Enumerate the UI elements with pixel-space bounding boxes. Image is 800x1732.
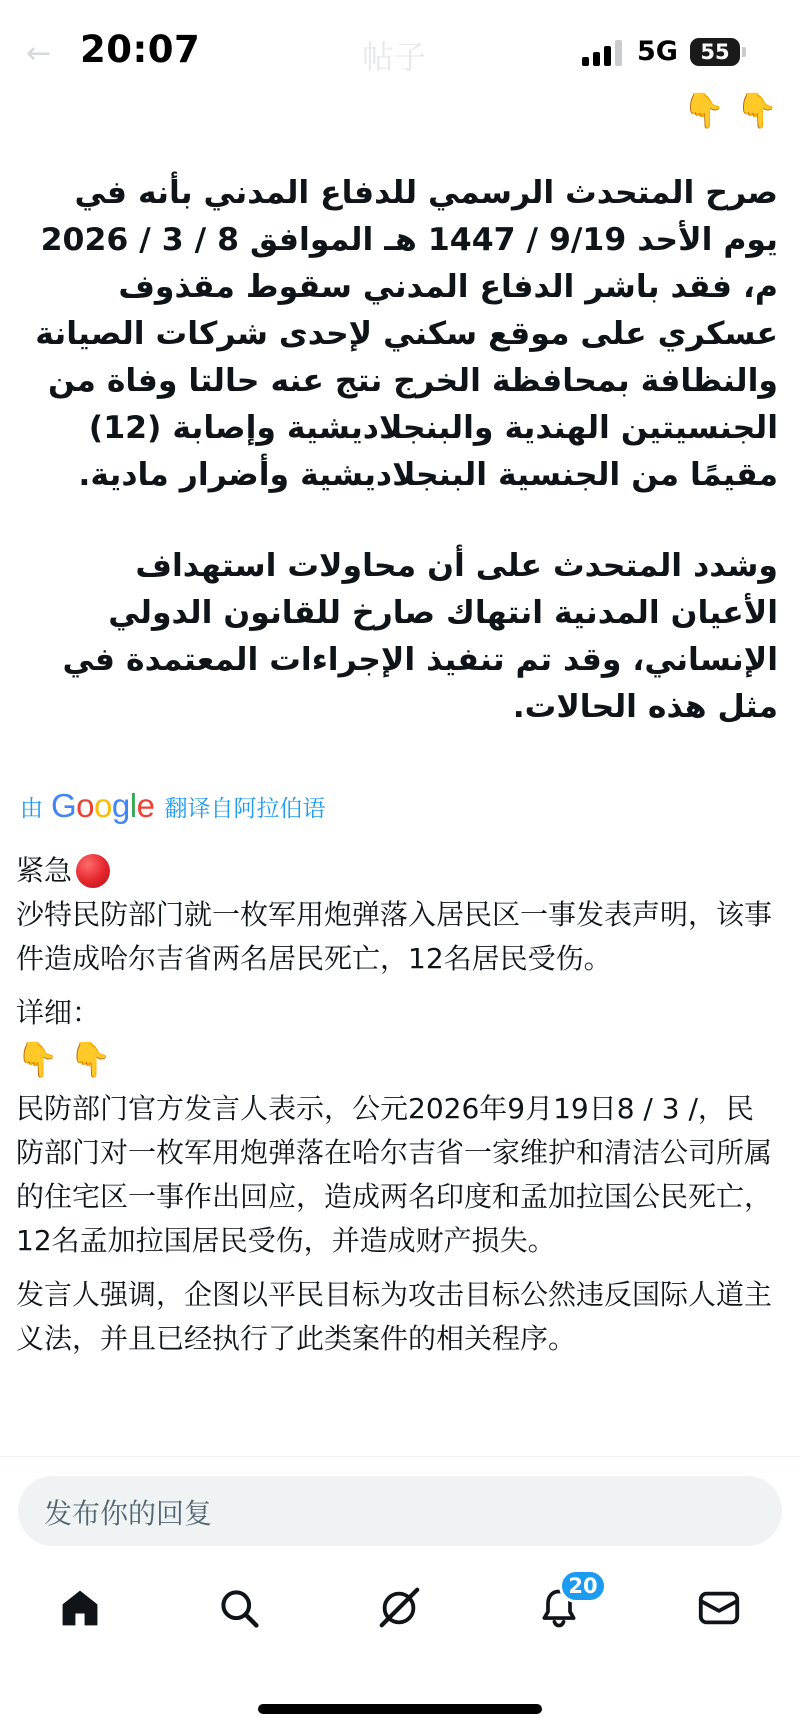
battery-tip: [742, 47, 746, 57]
messages-icon[interactable]: [689, 1578, 749, 1638]
status-bar: [0, 0, 800, 100]
arabic-text: [0, 170, 800, 731]
bottom-navigation: [0, 1570, 800, 1650]
pointing-down-emojis-cn: 👇 👇: [16, 1040, 112, 1080]
urgent-label: 紧急: [16, 854, 73, 887]
arabic-paragraph-2: وشدد المتحدث على أن محاولات استهداف الأعيان المدنية انتهاك صارخ للقانون الدولي الإنساني، وقد تم تنفيذ الإجراءات المعتمدة في مثل هذه الحالات.: [62, 548, 778, 725]
home-icon[interactable]: [50, 1578, 110, 1638]
translation-attribution[interactable]: [0, 781, 800, 831]
battery-icon: 55: [690, 38, 740, 66]
search-icon[interactable]: [209, 1578, 269, 1638]
red-circle-icon: [76, 854, 110, 888]
arabic-paragraph-1: صرح المتحدث الرسمي للدفاع المدني بأنه في يوم الأحد 9/19 / 1447 هـ الموافق 8 / 3 / 2026 م، فقد باشر الدفاع المدني سقوط مقذوف عسكري على موقع سكني لإحدى شركات الصيانة والنظافة بمحافظة الخرج نتج عنه حالتا وفاة من الجنسيتين الهندية والبنجلاديشية وإصابة (12) مقيمًا من الجنسية البنجلاديشية وأضرار مادية.: [35, 175, 778, 493]
home-indicator[interactable]: [258, 1704, 542, 1714]
chinese-paragraph-1: 沙特民防部门就一枚军用炮弹落入居民区一事发表声明，该事件造成哈尔吉省两名居民死亡，12名居民受伤。: [16, 898, 773, 975]
header-title: 帖子: [362, 38, 427, 76]
status-time: 20:07: [80, 28, 201, 71]
google-logo: Google: [51, 787, 155, 824]
reply-placeholder[interactable]: 发布你的回复: [44, 1497, 213, 1530]
divider: [0, 1456, 800, 1457]
post-content: [0, 88, 800, 1361]
chinese-translation: [0, 849, 800, 1361]
translated-from-label: 翻译自阿拉伯语: [164, 795, 326, 822]
notification-badge: 20: [559, 1569, 607, 1603]
translated-by-label: 由: [20, 795, 43, 822]
grok-icon[interactable]: [369, 1578, 429, 1638]
detail-label: 详细：: [16, 996, 101, 1029]
cellular-signal-icon: [582, 40, 626, 66]
chinese-paragraph-3: 发言人强调，企图以平民目标为攻击目标公然违反国际人道主义法，并且已经执行了此类案件的相关程序。: [16, 1278, 773, 1355]
pointing-down-emojis: 👇 👇: [682, 91, 778, 131]
network-type: 5G: [637, 36, 678, 67]
urgent-heading: [16, 849, 774, 893]
back-arrow-icon[interactable]: ←: [26, 36, 52, 71]
chinese-paragraph-2: 民防部门官方发言人表示，公元2026年9月19日8 / 3 /，民防部门对一枚军用炮弹落在哈尔吉省一家维护和清洁公司所属的住宅区一事作出回应，造成两名印度和孟加拉国公民死亡，12名孟加拉国居民受伤，并造成财产损失。: [16, 1092, 773, 1257]
